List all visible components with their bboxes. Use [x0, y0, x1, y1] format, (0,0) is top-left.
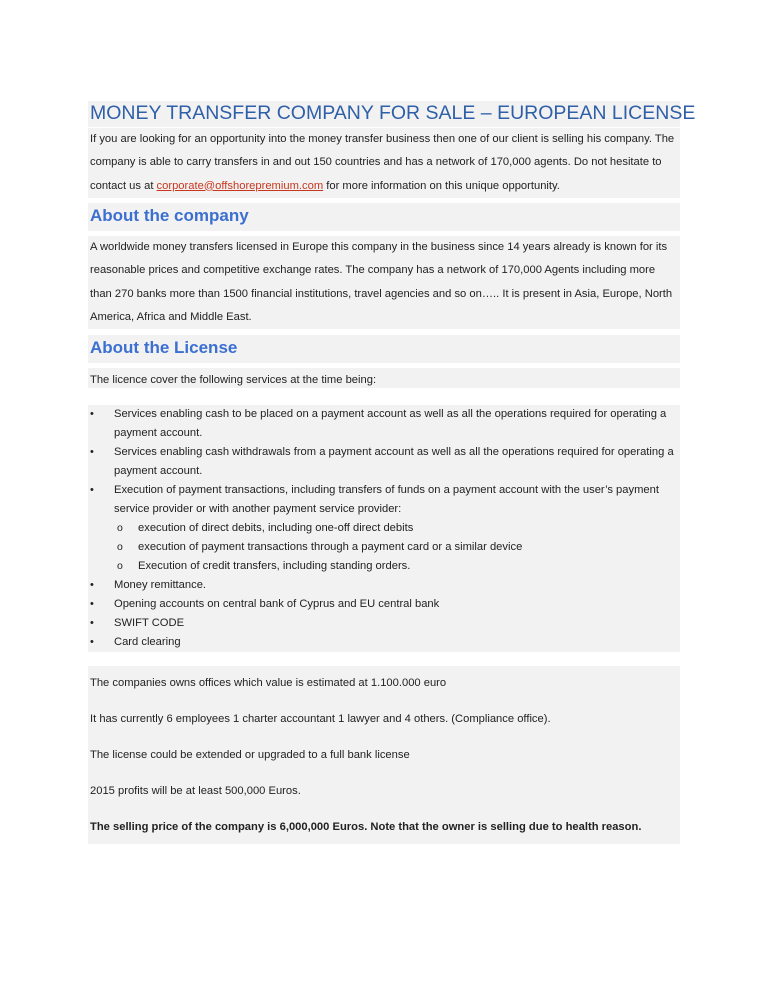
list-item-text: Services enabling cash withdrawals from a payment account as well as all the operations required for operating a payment account.: [114, 446, 674, 477]
sub-list-item: [112, 519, 680, 538]
bullet-icon: •: [90, 617, 94, 629]
list-item: [88, 595, 680, 614]
about-company-heading-text: About the company: [90, 206, 249, 225]
about-company-text: A worldwide money transfers licensed in Europe this company in the business since 14 years already is known for its reasonable prices and competitive exchange rates. The company has a network of 170,000 Agents including more than 270 banks more than 1500 financial institutions, travel agencies and so on….. It is present in Asia, Europe, North America, Africa and Middle East.: [90, 241, 673, 323]
bullet-icon: •: [90, 446, 94, 458]
about-license-heading-text: About the License: [90, 338, 238, 357]
profits-text: 2015 profits will be at least 500,000 Euros.: [90, 785, 301, 797]
license-intro: [88, 368, 680, 388]
list-item: [88, 576, 680, 595]
list-item-text: SWIFT CODE: [114, 617, 185, 629]
bullet-icon: •: [90, 579, 94, 591]
about-license-heading: [88, 335, 680, 363]
intro-text-after: for more information on this unique opportunity.: [323, 179, 560, 192]
sub-list-item: [112, 538, 680, 557]
bullet-icon: •: [90, 408, 94, 420]
circle-bullet-icon: o: [117, 560, 123, 572]
about-company-paragraph: [88, 236, 680, 329]
intro-paragraph: [88, 128, 680, 198]
license-services-list: [88, 405, 680, 652]
list-item: [88, 443, 680, 481]
offices-value-text: The companies owns offices which value is estimated at 1.100.000 euro: [90, 677, 447, 689]
list-item-text: Execution of payment transactions, including transfers of funds on a payment account with the user’s payment service provider or with another payment service provider:: [114, 484, 659, 515]
company-facts: [88, 666, 680, 844]
list-item: [88, 614, 680, 633]
list-item-text: Services enabling cash to be placed on a payment account as well as all the operations required for operating a payment account.: [114, 408, 667, 439]
title-text: MONEY TRANSFER COMPANY FOR SALE – EUROPEAN LICENSE: [90, 102, 696, 124]
employees-text: It has currently 6 employees 1 charter accountant 1 lawyer and 4 others. (Compliance office).: [90, 713, 551, 725]
list-item-text: Money remittance.: [114, 579, 207, 591]
list-item-text: Opening accounts on central bank of Cyprus and EU central bank: [114, 598, 440, 610]
bullet-icon: •: [90, 484, 94, 496]
list-item: [88, 405, 680, 443]
sub-list-item-text: execution of payment transactions through a payment card or a similar device: [138, 541, 523, 553]
circle-bullet-icon: o: [117, 541, 123, 553]
contact-email-link[interactable]: corporate@offshorepremium.com: [156, 179, 324, 192]
bullet-icon: •: [90, 636, 94, 648]
license-upgrade-text: The license could be extended or upgraded to a full bank license: [90, 749, 410, 761]
intro-text-before: If you are looking for an opportunity into the money transfer business then one of our client is selling his company. The company is able to carry transfers in and out 150 countries and has a network of 170,000 agents. Do not hesitate to contact us at: [90, 133, 675, 192]
selling-price-text: The selling price of the company is 6,000,000 Euros. Note that the owner is selling due to health reason.: [90, 821, 642, 833]
list-item: [88, 481, 680, 519]
sub-list-item: [112, 557, 680, 576]
circle-bullet-icon: o: [117, 522, 123, 534]
bullet-icon: •: [90, 598, 94, 610]
page-title: [88, 101, 696, 127]
license-intro-text: The licence cover the following services at the time being:: [90, 374, 377, 386]
sub-list-item-text: execution of direct debits, including one-off direct debits: [138, 522, 414, 534]
list-item: [88, 633, 680, 652]
sub-list-item-text: Execution of credit transfers, including standing orders.: [138, 560, 411, 572]
list-item-text: Card clearing: [114, 636, 181, 648]
about-company-heading: [88, 203, 680, 231]
